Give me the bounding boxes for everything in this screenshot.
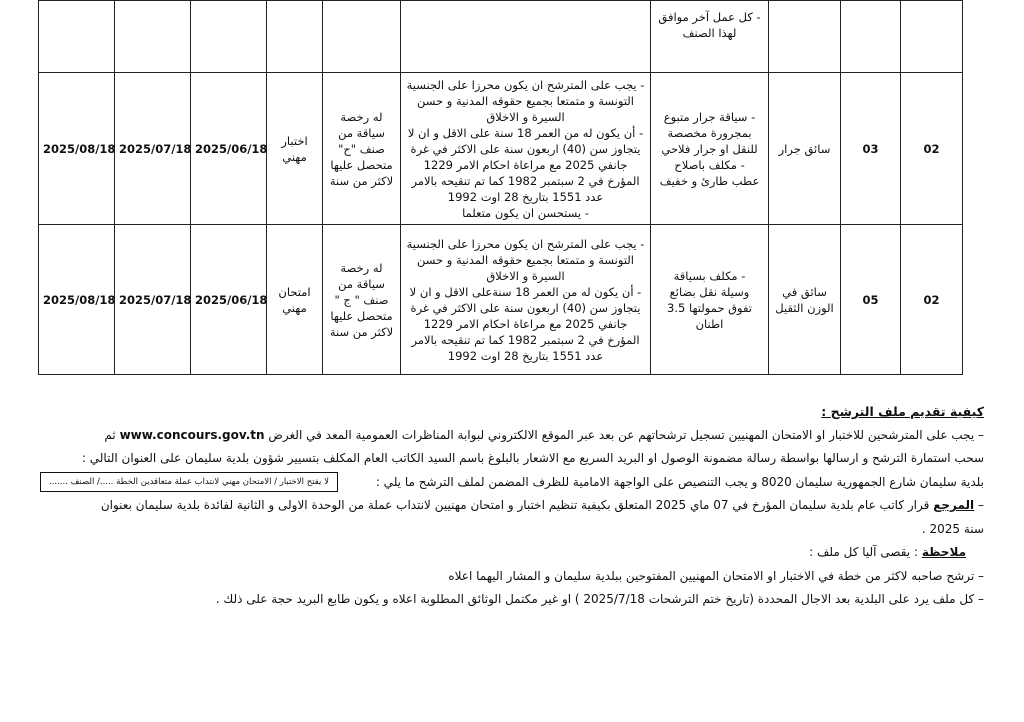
table-row: [39, 73, 963, 225]
instructions-heading: كيفية تقديم ملف الترشح :: [821, 404, 984, 419]
note-bullet-1: – ترشح صاحبه لاكثر من خطة في الاختبار او الامتحان المهنيين المفتوحين ببلدية سليمان و المشار اليهما اعلاه: [448, 568, 984, 583]
portal-url-link[interactable]: www.concours.gov.tn: [119, 427, 265, 442]
rank-cell: 02: [901, 73, 963, 225]
instructions-paragraph-2: سحب استمارة الترشح و ارسالها بواسطة رسالة مضمونة الوصول او البريد السريع مع الاشعار بالبلوغ باسم السيد الكاتب العام المكلف بتسيير شؤون بلدية سليمان على العنوان التالي :: [81, 451, 984, 465]
count-cell: 05: [841, 225, 901, 375]
rank-cell: 02: [901, 225, 963, 375]
count-cell: 03: [841, 73, 901, 225]
mode-cell: امتحان مهني: [267, 225, 323, 375]
post-cell: سائق جرار: [769, 73, 841, 225]
positions-table: [38, 0, 963, 375]
diploma-cell: له رخصة سياقة من صنف " ج " متحصل عليها لاكثر من سنة: [323, 225, 401, 375]
date-exam-cell: 2025/08/18: [39, 225, 115, 375]
envelope-label-box: لا يفتح الاختبار / الامتحان مهني لانتداب عملة متعاقدين الخطة ...../ الصنف .......: [40, 472, 338, 492]
conditions-cell: - يجب على المترشح ان يكون محرزا على الجنسية التونسة و متمتعا بجميع حقوقه المدنية و حسن السيرة و الاخلاق - أن يكون له من العمر 18 سنة على الاقل و ان لا يتجاوز سن (40) اربعون سنة على الاكثر في غرة جانفي 2025 مع مراعاة احكام الامر 1229 المؤرخ في 2 سبتمبر 1982 كما تم تنقيحه بالامر عدد 1551 بتاريخ 28 اوت 1992 - يستحسن ان يكون متعلما: [401, 73, 651, 225]
diploma-cell: له رخصة سياقة من صنف "ح" متحصل عليها لاكثر من سنة: [323, 73, 401, 225]
date-exam-cell: 2025/08/18: [39, 73, 115, 225]
duties-cell: - كل عمل آخر موافق لهذا الصنف: [651, 1, 769, 73]
post-cell: سائق في الوزن الثقيل: [769, 225, 841, 375]
reference-year: سنة 2025 .: [921, 521, 984, 536]
date-close-cell: 2025/07/18: [115, 73, 191, 225]
reference-paragraph: – المرجع قرار كاتب عام بلدية سليمان المؤرخ في 07 ماي 2025 المتعلق بكيفية تنظيم اختبار و امتحان مهنيين لانتداب عملة من الوحدة الاولى و الثانية لفائدة بلدية سليمان بعنوان: [100, 498, 984, 512]
instructions-paragraph-1: – يجب على المترشحين للاختبار او الامتحان المهنيين تسجيل ترشحاتهم عن بعد عبر الموقع الالكتروني لبوابة المناظرات العمومية المعد في الغرض www.concours.gov.tn ثم: [104, 427, 984, 442]
conditions-cell: - يجب على المترشح ان يكون محرزا على الجنسية التونسة و متمتعا بجميع حقوقه المدنية و حسن السيرة و الاخلاق - أن يكون له من العمر 18 سنةعلى الاقل و ان لا يتجاوز سن (40) اربعون سنة على الاكثر في غرة جانفي 2025 مع مراعاة احكام الامر 1229 المؤرخ في 2 سبتمبر 1982 كما تم تنقيحه بالامر عدد 1551 بتاريخ 28 اوت 1992: [401, 225, 651, 375]
duties-cell: - سياقة جرار متبوع بمجرورة مخصصة للنقل او جرار فلاحي - مكلف باصلاح عطب طارئ و خفيف: [651, 73, 769, 225]
mode-cell: اختبار مهني: [267, 73, 323, 225]
reference-label: المرجع: [933, 498, 975, 512]
note-paragraph: ملاحظة : يقصى آليا كل ملف :: [809, 545, 966, 559]
note-bullet-2: – كل ملف يرد على البلدية بعد الاجال المحددة (تاريخ ختم الترشحات 2025/7/18 ) او غير مكتمل الوثائق المطلوبة اعلاه و يكون طابع البريد حجة على ذلك .: [215, 592, 984, 606]
date-open-cell: 2025/06/18: [191, 73, 267, 225]
date-close-cell: 2025/07/18: [115, 225, 191, 375]
date-open-cell: 2025/06/18: [191, 225, 267, 375]
table-row: [39, 225, 963, 375]
duties-cell: - مكلف بسياقة وسيلة نقل بضائع تفوق حمولتها 3.5 اطنان: [651, 225, 769, 375]
note-label: ملاحظة: [921, 545, 966, 559]
table-row-continuation: [39, 1, 963, 73]
instructions-paragraph-3: بلدية سليمان شارع الجمهورية سليمان 8020 و يجب التنصيص على الواجهة الامامية للظرف المضمن لملف الترشح ما يلي :: [375, 474, 984, 489]
instructions-section: [40, 400, 984, 612]
